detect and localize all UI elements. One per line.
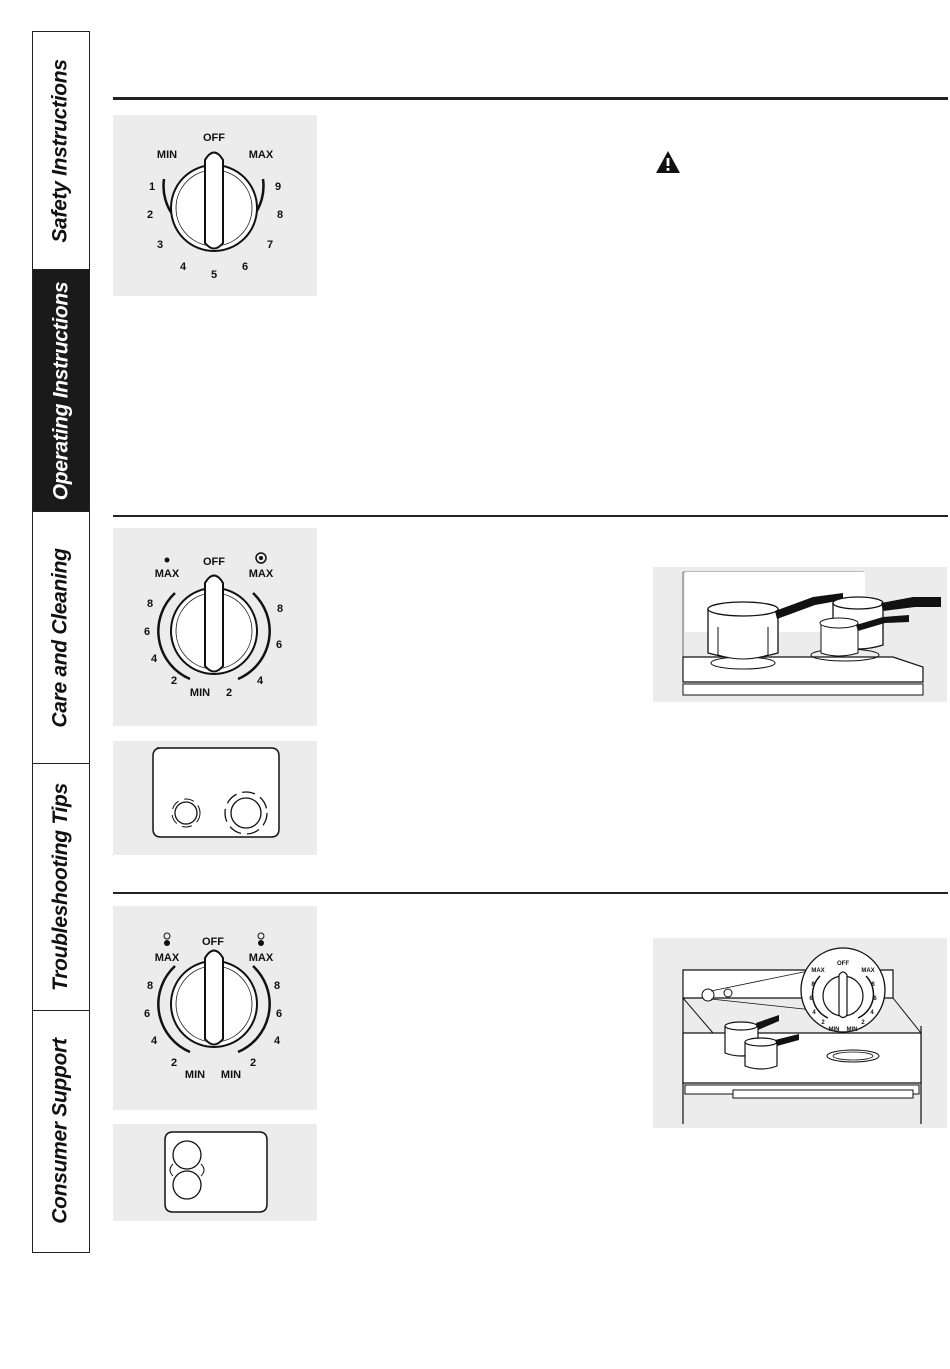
inset-tick-label: 4	[812, 1010, 816, 1016]
inset-max-label: MAX	[861, 968, 875, 974]
bridge-element-indicator-icon	[113, 1124, 317, 1221]
section-rule	[113, 515, 948, 517]
bridge-element-indicator-figure	[113, 1124, 317, 1221]
tab-label: Consumer Support	[49, 1038, 72, 1224]
dial-tick-label: 4	[256, 675, 264, 687]
tab-label: Safety Instructions	[49, 58, 72, 243]
dial-max-label: MAX	[248, 568, 274, 580]
small-element-dot-icon	[165, 558, 170, 563]
dial-tick-label: 2	[170, 675, 178, 687]
dial-tick-label: 6	[275, 639, 283, 651]
dial-tick-label: 5	[210, 269, 218, 281]
dial-off-label: OFF	[203, 556, 225, 568]
section-tab-strip	[32, 31, 90, 1253]
dial-tick-label: 8	[146, 980, 154, 992]
single-element-dial-figure	[113, 115, 317, 296]
tab-label: Care and Cleaning	[49, 547, 72, 728]
dial-tick-label: 8	[276, 603, 284, 615]
tab-operating-instructions[interactable]	[33, 270, 89, 512]
dial-tick-label: 2	[225, 687, 233, 699]
tab-label: Troubleshooting Tips	[49, 783, 73, 991]
pans-on-cooktop-illustration	[653, 567, 947, 702]
dial-tick-label: 8	[273, 980, 281, 992]
dual-element-indicator-icon	[113, 741, 317, 855]
dual-element-dial-figure	[113, 528, 317, 726]
inset-tick-label: 2	[821, 1020, 825, 1026]
bridge-element-dial-figure	[113, 906, 317, 1110]
dial-tick-label: 4	[150, 653, 158, 665]
inset-tick-label: 8	[811, 982, 815, 988]
inset-tick-label: 2	[861, 1020, 865, 1026]
dial-tick-label: 4	[273, 1035, 281, 1047]
dial-off-label: OFF	[202, 936, 224, 948]
inset-off-label: OFF	[837, 961, 849, 967]
dial-max-label: MAX	[154, 568, 180, 580]
dial-tick-label: 2	[170, 1057, 178, 1069]
dial-tick-label: 6	[275, 1008, 283, 1020]
dial-max-label: MAX	[248, 952, 274, 964]
range-with-dial-inset-illustration	[653, 938, 947, 1128]
tab-label: Operating Instructions	[49, 281, 72, 500]
warning-triangle-icon	[655, 150, 681, 174]
inset-tick-label: 4	[870, 1010, 874, 1016]
section-rule	[113, 97, 948, 100]
inset-min-label: MIN	[828, 1027, 840, 1033]
dial-max-label: MAX	[154, 952, 180, 964]
inset-tick-label: 8	[871, 982, 875, 988]
dial-tick-label: 6	[143, 626, 151, 638]
inset-tick-label: 6	[809, 996, 813, 1002]
dial-off-label: OFF	[203, 132, 225, 144]
dial-tick-label: 1	[148, 181, 156, 193]
dial-tick-label: 2	[146, 209, 154, 221]
dial-tick-label: 8	[146, 598, 154, 610]
dial-tick-label: 3	[156, 239, 164, 251]
tab-care-and-cleaning[interactable]	[33, 512, 89, 764]
dial-min-label: MIN	[184, 1069, 206, 1081]
tab-safety-instructions[interactable]	[33, 32, 89, 270]
dial-tick-label: 8	[276, 209, 284, 221]
dial-tick-label: 6	[241, 261, 249, 273]
tab-consumer-support[interactable]	[33, 1011, 89, 1251]
dial-min-label: MIN	[189, 687, 211, 699]
dial-tick-label: 9	[274, 181, 282, 193]
dial-tick-label: 7	[266, 239, 274, 251]
dial-min-label: MIN	[156, 149, 178, 161]
section-rule	[113, 892, 948, 894]
dial-max-label: MAX	[248, 149, 274, 161]
tab-troubleshooting-tips[interactable]	[33, 764, 89, 1011]
inset-min-label: MIN	[846, 1027, 858, 1033]
dial-min-label: MIN	[220, 1069, 242, 1081]
dial-tick-label: 4	[150, 1035, 158, 1047]
inset-tick-label: 6	[873, 996, 877, 1002]
dual-element-indicator-figure	[113, 741, 317, 855]
dial-tick-label: 4	[179, 261, 187, 273]
dial-tick-label: 6	[143, 1008, 151, 1020]
inset-max-label: MAX	[811, 968, 825, 974]
dial-tick-label: 2	[249, 1057, 257, 1069]
